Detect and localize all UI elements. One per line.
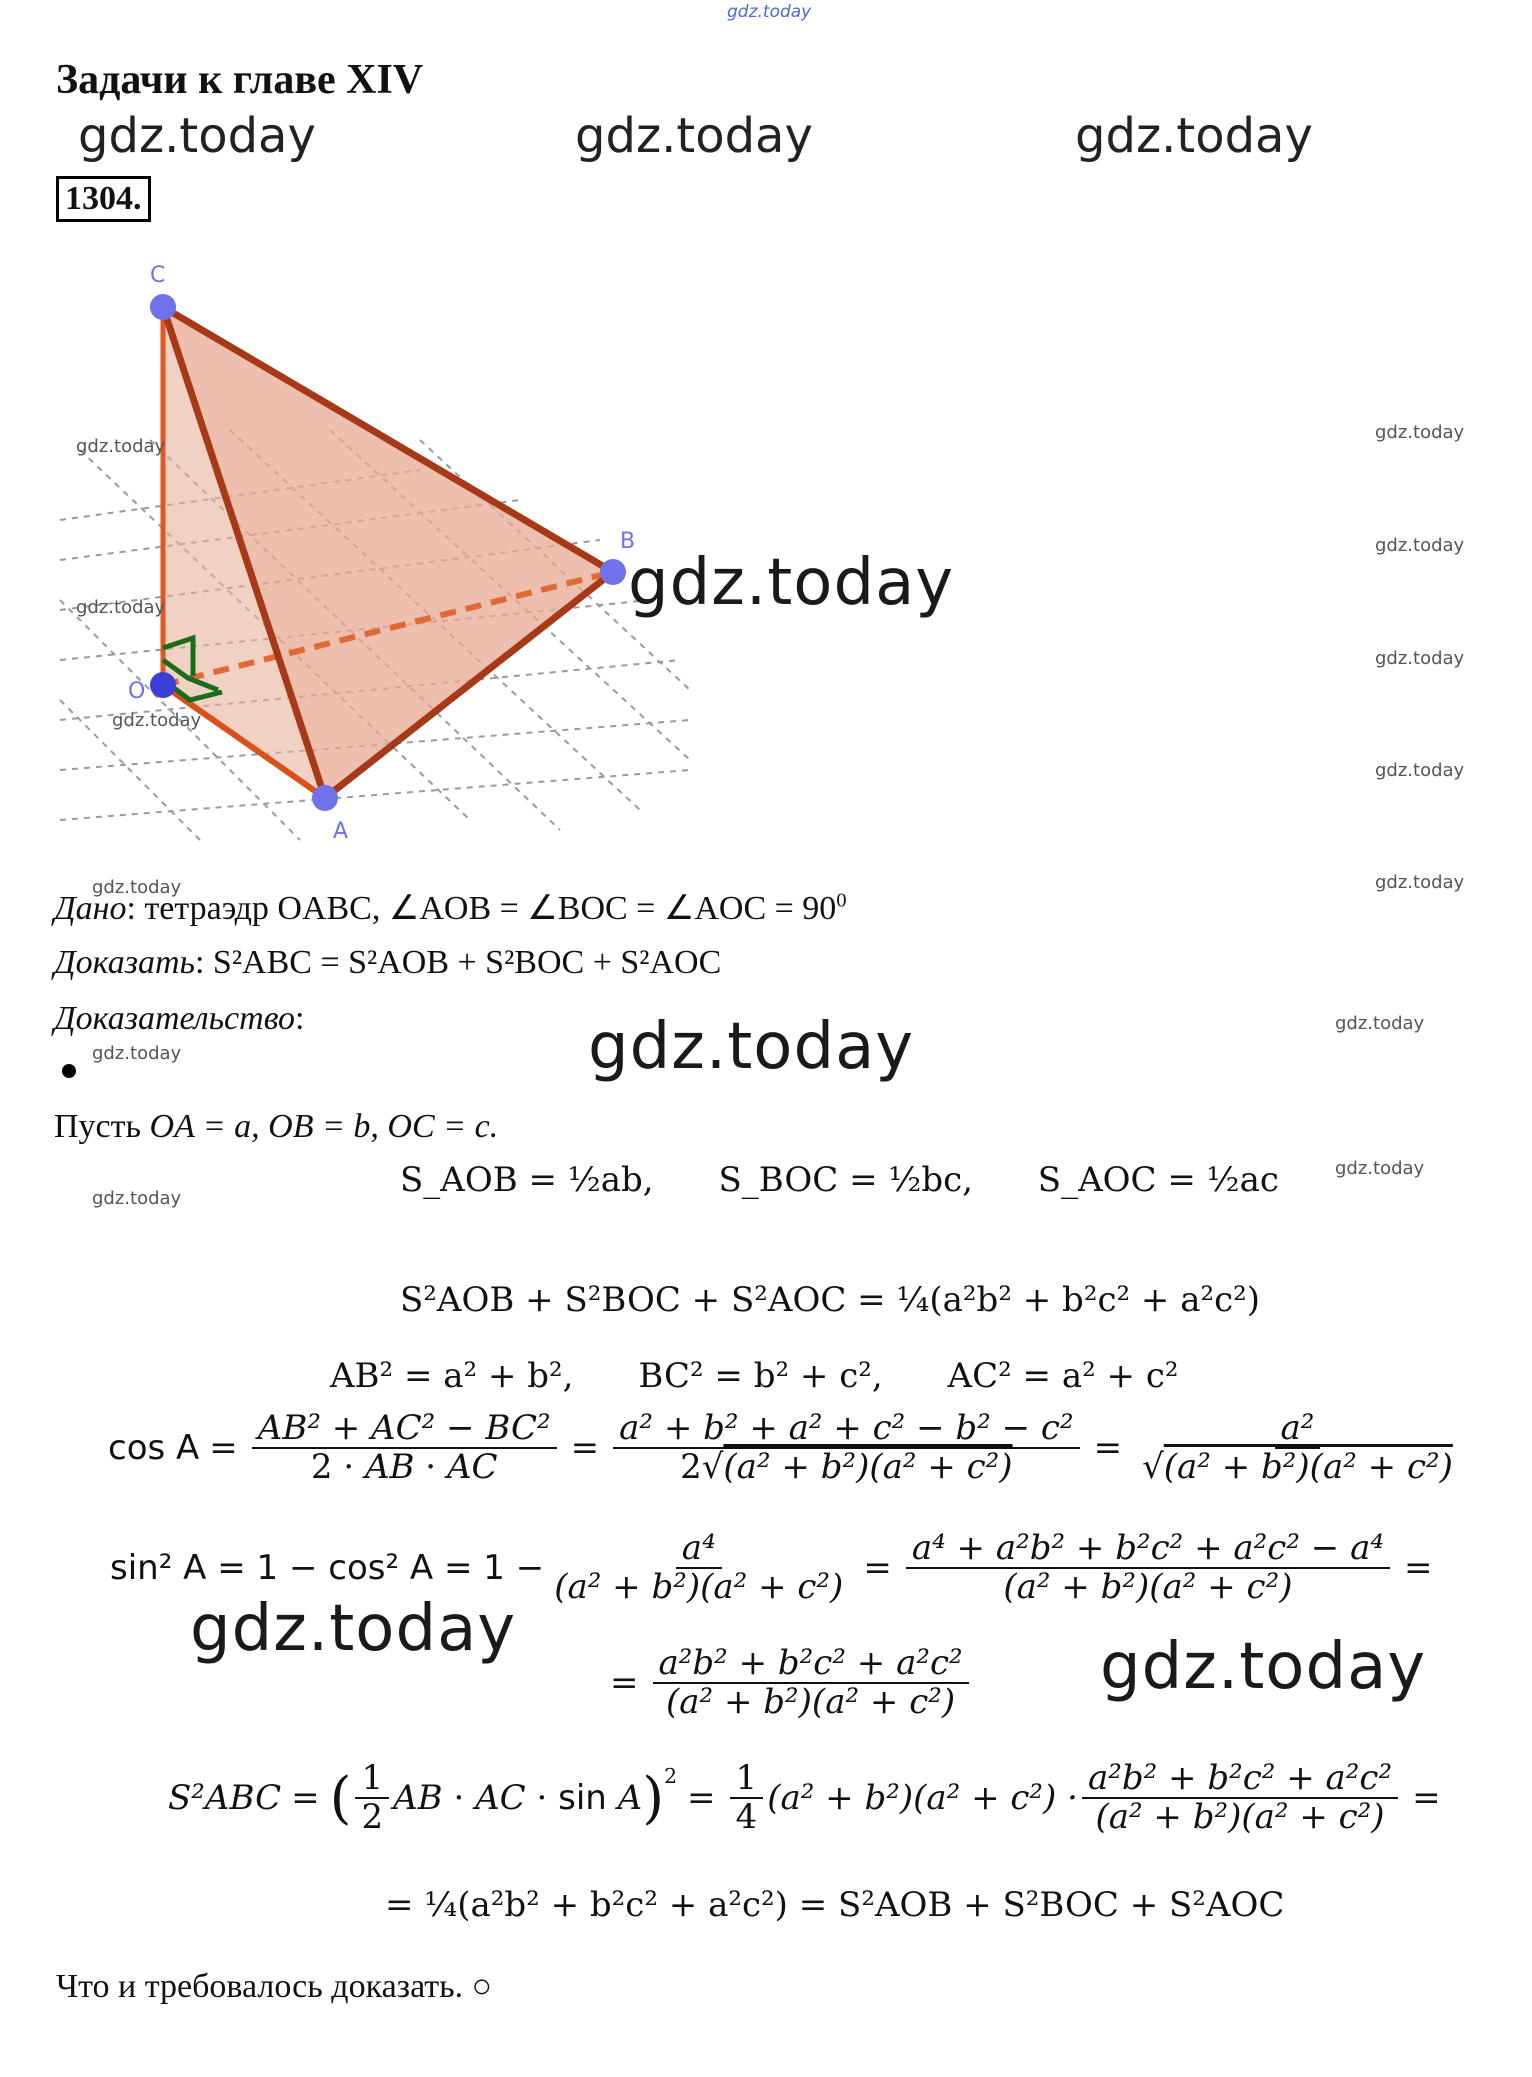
prove-text: : S²ABC = S²AOB + S²BOC + S²AOC	[194, 944, 722, 981]
sum-squares-equation: S²AOB + S²BOC + S²AOC = ¼(a²b² + b²c² + a²c²)	[400, 1280, 1261, 1320]
conclusion-text: Что и требовалось доказать. ○	[56, 1968, 493, 2005]
cos-eq-1: =	[209, 1428, 238, 1469]
area-aoc: S_AOC = ½ac	[1037, 1160, 1279, 1200]
sin-frac-2: $\frac{\text{a⁴ + a²b² + b²c² + a²c² − a⁴}}{\text{(a² + b²)(a² + c²)}}$	[906, 1530, 1390, 1607]
area-aob: S_AOB = ½ab,	[400, 1160, 654, 1200]
cos-frac-1: $\frac{\text{AB² + AC² − BC²}}{2 \cdot AB \cdot AC}$	[252, 1410, 557, 1487]
sin-equation: sin² A = 1 − cos² A = 1 − $\frac{\text{a⁴}}{\text{(a² + b²)(a² + c²)}}$ = $\frac{\text{a⁴ + a²b² + b²c² + a²c² − a⁴}}{\text{(a² + b²)(a² + c²)}}$ =	[110, 1528, 1433, 1608]
sin-label: sin² A = 1 − cos² A = 1 −	[110, 1548, 545, 1589]
final-equation: = ¼(a²b² + b²c² + a²c²) = S²AOB + S²BOC + S²AOC	[385, 1885, 1285, 1925]
watermark-row-1: gdz.today	[78, 108, 316, 164]
sides-equation	[330, 1356, 1179, 1396]
sin-frac-1: $\frac{\text{a⁴}}{\text{(a² + b²)(a² + c²)}}$	[554, 1528, 844, 1608]
sabc-label: S²ABC	[168, 1778, 282, 1819]
let-line	[54, 1108, 498, 1146]
problem-number: 1304.	[56, 176, 151, 222]
side-bc: BC² = b² + c²,	[638, 1356, 883, 1396]
vertex-c	[150, 294, 176, 320]
cos-frac-2: $\frac{\text{a² + b² + a² + c² − b² − c²}}{\text{2√(a² + b²)(a² + c²)}}$	[613, 1410, 1079, 1487]
mid-big-watermark: gdz.today	[588, 1010, 915, 1084]
watermark-row-3: gdz.today	[1075, 108, 1313, 164]
side-watermark-1: gdz.today	[1375, 422, 1465, 443]
area-boc: S_BOC = ½bc,	[718, 1160, 973, 1200]
areas-watermark-left: gdz.today	[92, 1188, 182, 1209]
cos-frac-3: $\frac{\text{a²}}{\text{√(a² + b²)(a² + c²)}}$	[1142, 1408, 1453, 1488]
label-b: B	[620, 529, 636, 554]
sabc-equation: S²ABC = ( $\frac{1}{2}$ AB · AC · sin A ) $^2$ = $\frac{1}{4}$ (a² + b²)(a² + c²) · $\frac{\text{a²b² + b²c² + a²c²}}{\text{(a² + b²)(a² + c²)}}$ =	[168, 1758, 1441, 1838]
sin-frac-3: $\frac{\text{a²b² + b²c² + a²c²}}{\text{(a² + b²)(a² + c²)}}$	[653, 1645, 969, 1722]
given-text: : тетраэдр OABC, ∠AOB = ∠BOC = ∠AOC = 90	[126, 890, 837, 927]
label-c: C	[150, 263, 166, 288]
side-watermark-5: gdz.today	[1375, 872, 1465, 893]
figure-watermark-2: gdz.today	[76, 597, 166, 618]
bottom-watermark-2: gdz.today	[1100, 1630, 1427, 1704]
figure-big-watermark: gdz.today	[628, 546, 955, 620]
bottom-watermark-1: gdz.today	[190, 1592, 517, 1666]
side-watermark-3: gdz.today	[1375, 648, 1465, 669]
proof-watermark-right: gdz.today	[1335, 1013, 1425, 1034]
proof-colon: :	[295, 1000, 305, 1037]
figure-watermark-1: gdz.today	[76, 436, 166, 457]
let-prefix: Пусть	[54, 1108, 150, 1145]
bullet-watermark: gdz.today	[92, 1043, 182, 1064]
sin-equation-cont: = $\frac{\text{a²b² + b²c² + a²c²}}{\text{(a² + b²)(a² + c²)}}$	[600, 1645, 973, 1722]
side-ac: AC² = a² + c²	[947, 1356, 1179, 1396]
top-watermark: gdz.today	[727, 2, 812, 22]
given-label: Дано	[54, 890, 127, 927]
cos-eq-2: =	[570, 1428, 600, 1469]
vertex-o	[150, 672, 176, 698]
let-watermark-right: gdz.today	[1335, 1158, 1425, 1179]
given-degree: 0	[836, 889, 847, 912]
proof-line	[54, 1000, 304, 1038]
label-a: A	[333, 819, 349, 844]
areas-equation	[400, 1160, 1279, 1200]
proof-label: Доказательство	[54, 1000, 296, 1037]
side-watermark-2: gdz.today	[1375, 535, 1465, 556]
watermark-row-2: gdz.today	[575, 108, 813, 164]
given-watermark: gdz.today	[92, 877, 182, 898]
vertex-b	[600, 559, 626, 585]
side-watermark-4: gdz.today	[1375, 760, 1465, 781]
label-o: O	[128, 679, 146, 704]
figure-watermark-3: gdz.today	[112, 710, 202, 731]
bullet-dot	[62, 1064, 76, 1078]
side-ab: AB² = a² + b²,	[330, 1356, 574, 1396]
prove-line	[54, 944, 721, 982]
vertex-a	[312, 785, 338, 811]
chapter-heading: Задачи к главе XIV	[56, 57, 424, 103]
cos-eq-3: =	[1093, 1428, 1123, 1469]
given-line	[54, 888, 847, 928]
cos-label: cos A	[108, 1428, 200, 1469]
cos-equation	[108, 1410, 1463, 1487]
let-text: OA = a, OB = b, OC = c.	[149, 1108, 499, 1145]
prove-label: Доказать	[54, 944, 195, 981]
